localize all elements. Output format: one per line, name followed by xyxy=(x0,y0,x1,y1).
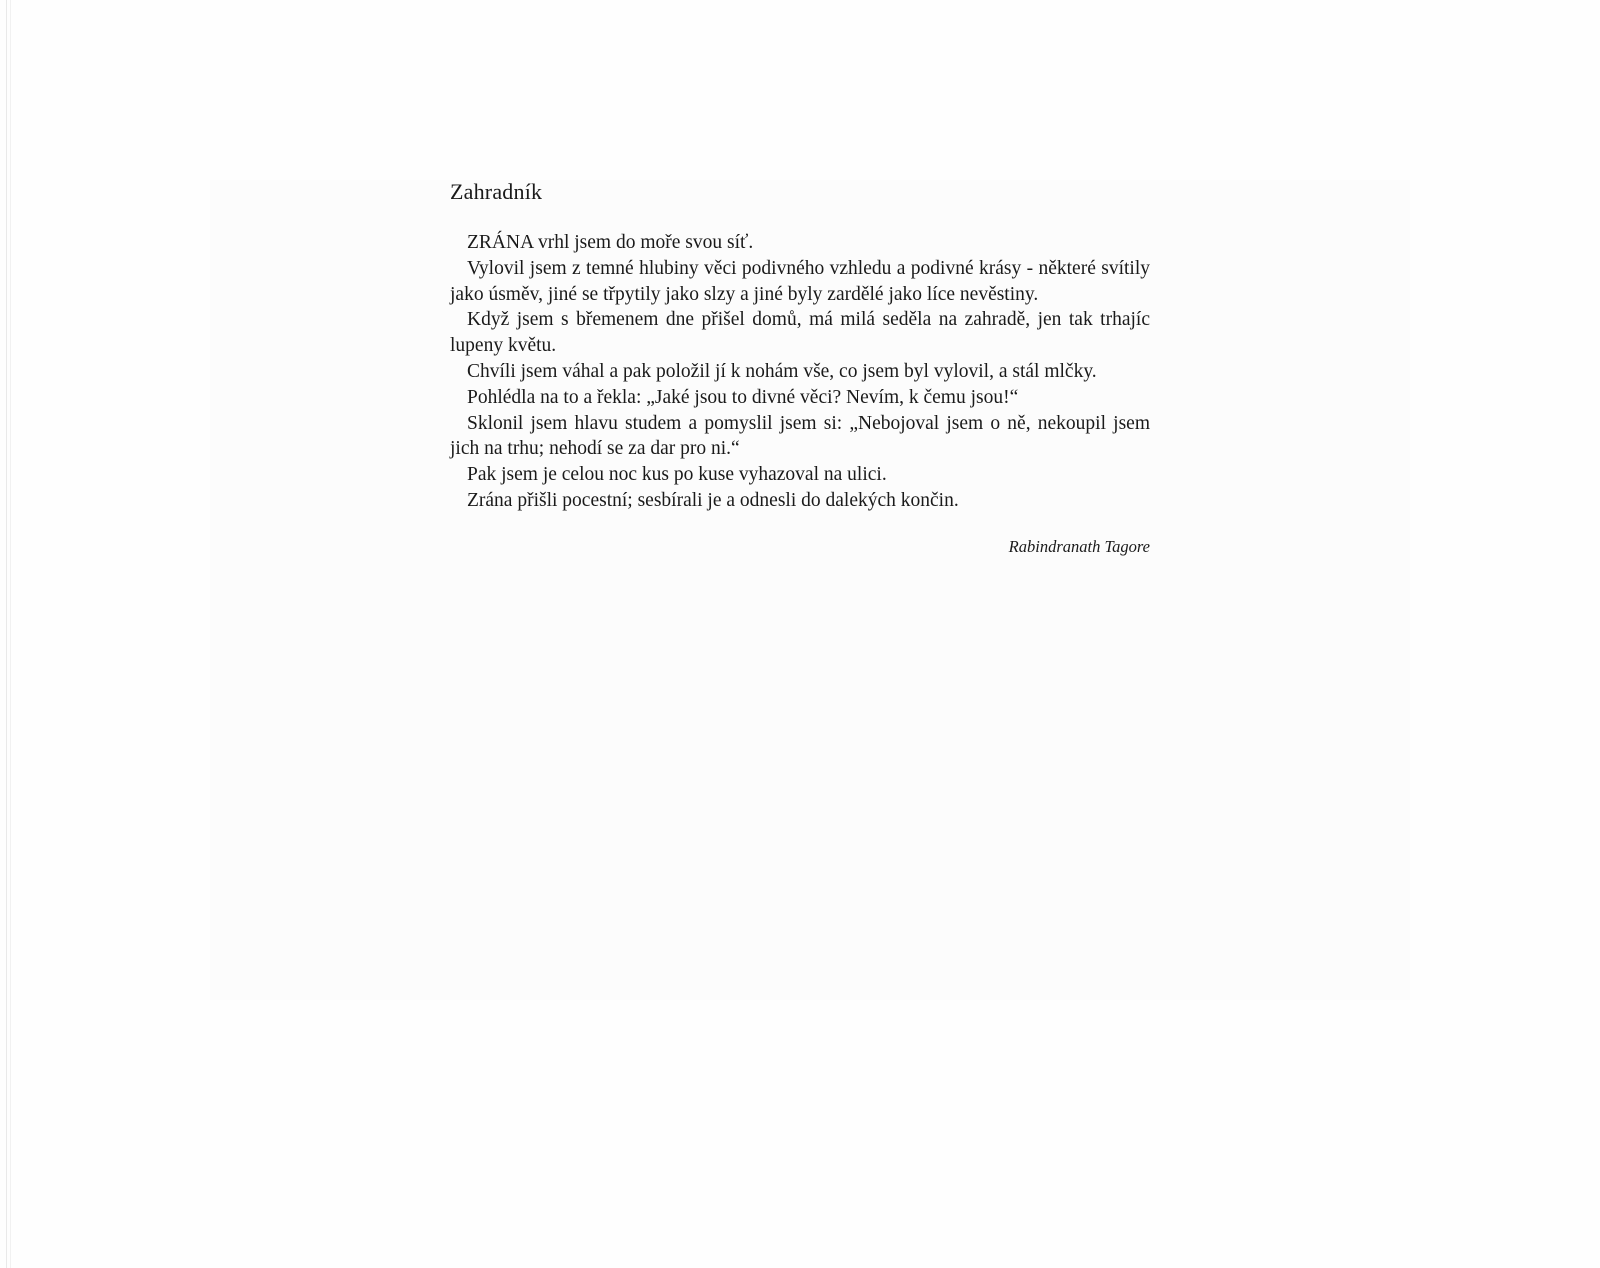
poem-paragraph: Pohlédla na to a řekla: „Jaké jsou to divné věci? Nevím, k čemu jsou!“ xyxy=(467,386,1019,408)
poem-paragraph: Chvíli jsem váhal a pak položil jí k nohám vše, co jsem byl vylovil, a stál mlčky. xyxy=(467,360,1097,382)
poem-paragraph: Vylovil jsem z temné hlubiny věci podivného vzhledu a podivné krásy - některé svítily jako úsměv, jiné se třpytily jako slzy a jiné byly zardělé jako líce nevěstiny. xyxy=(450,257,1150,305)
author-signature: Rabindranath Tagore xyxy=(1008,536,1150,556)
page-edge xyxy=(6,0,7,1268)
poem-paragraph: Zrána přišli pocestní; sesbírali je a odnesli do dalekých končin. xyxy=(467,489,959,511)
poem-title: Zahradník xyxy=(450,179,543,204)
page-edge xyxy=(10,0,11,1268)
poem-paragraph: Pak jsem je celou noc kus po kuse vyhazoval na ulici. xyxy=(467,464,887,486)
poem-paragraph: Když jsem s břemenem dne přišel domů, má milá seděla na zahradě, jen tak trhajíc lupeny květu. xyxy=(450,309,1150,357)
poem-paragraph: Sklonil jsem hlavu studem a pomyslil jsem si: „Nebojoval jsem o ně, nekoupil jsem jich na trhu; nehodí se za dar pro ni.“ xyxy=(450,412,1150,460)
poem-paragraph: ZRÁNA vrhl jsem do moře svou síť. xyxy=(467,232,754,253)
poem-body xyxy=(450,230,1150,514)
poem-block xyxy=(450,176,1150,558)
